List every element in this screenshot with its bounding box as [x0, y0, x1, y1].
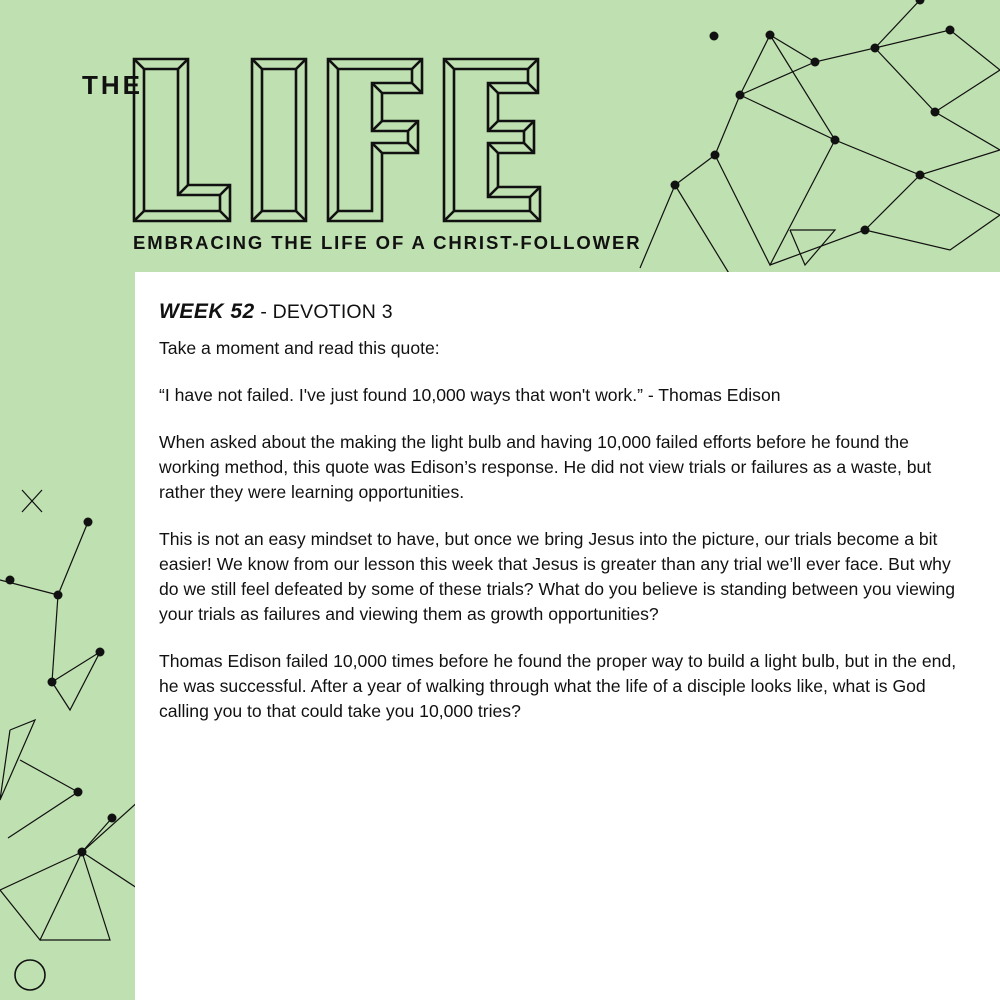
- devotion-heading: [159, 300, 968, 324]
- devotion-content: [135, 272, 1000, 724]
- devotion-label: - DEVOTION 3: [260, 301, 393, 323]
- masthead-pre-word: THE: [82, 70, 143, 100]
- week-label: WEEK 52: [159, 300, 255, 323]
- constellation-artwork-left: [0, 470, 140, 1000]
- devotion-paragraph: When asked about the making the light bulb and having 10,000 failed efforts before he found the working method, this quote was Edison’s response. He did not view trials or failures as a waste, but rather they were learning opportunities.: [159, 432, 932, 502]
- content-sheet: [135, 272, 1000, 1000]
- masthead: [0, 0, 660, 272]
- logo-life-wordmark: [130, 55, 550, 225]
- devotion-paragraph: This is not an easy mindset to have, but once we bring Jesus into the picture, our trials become a bit easier! We know from our lesson this week that Jesus is greater than any trial we’ll ever face. But why do we still feel defeated by some of these trials? What do you believe is standing between you viewing your trials as failures and viewing them as growth opportunities?: [159, 529, 956, 624]
- constellation-artwork-top-right: [620, 0, 1000, 280]
- devotion-paragraph: Thomas Edison failed 10,000 times before he found the proper way to build a light bulb, but in the end, he was successful. After a year of walking through what the life of a disciple looks like, what is God calling you to that could take you 10,000 tries?: [159, 651, 957, 721]
- devotion-paragraph: Take a moment and read this quote:: [159, 338, 440, 358]
- masthead-tagline: EMBRACING THE LIFE OF A CHRIST-FOLLOWER: [133, 232, 642, 253]
- devotion-quote: “I have not failed. I've just found 10,000 ways that won't work.” - Thomas Edison: [159, 385, 781, 405]
